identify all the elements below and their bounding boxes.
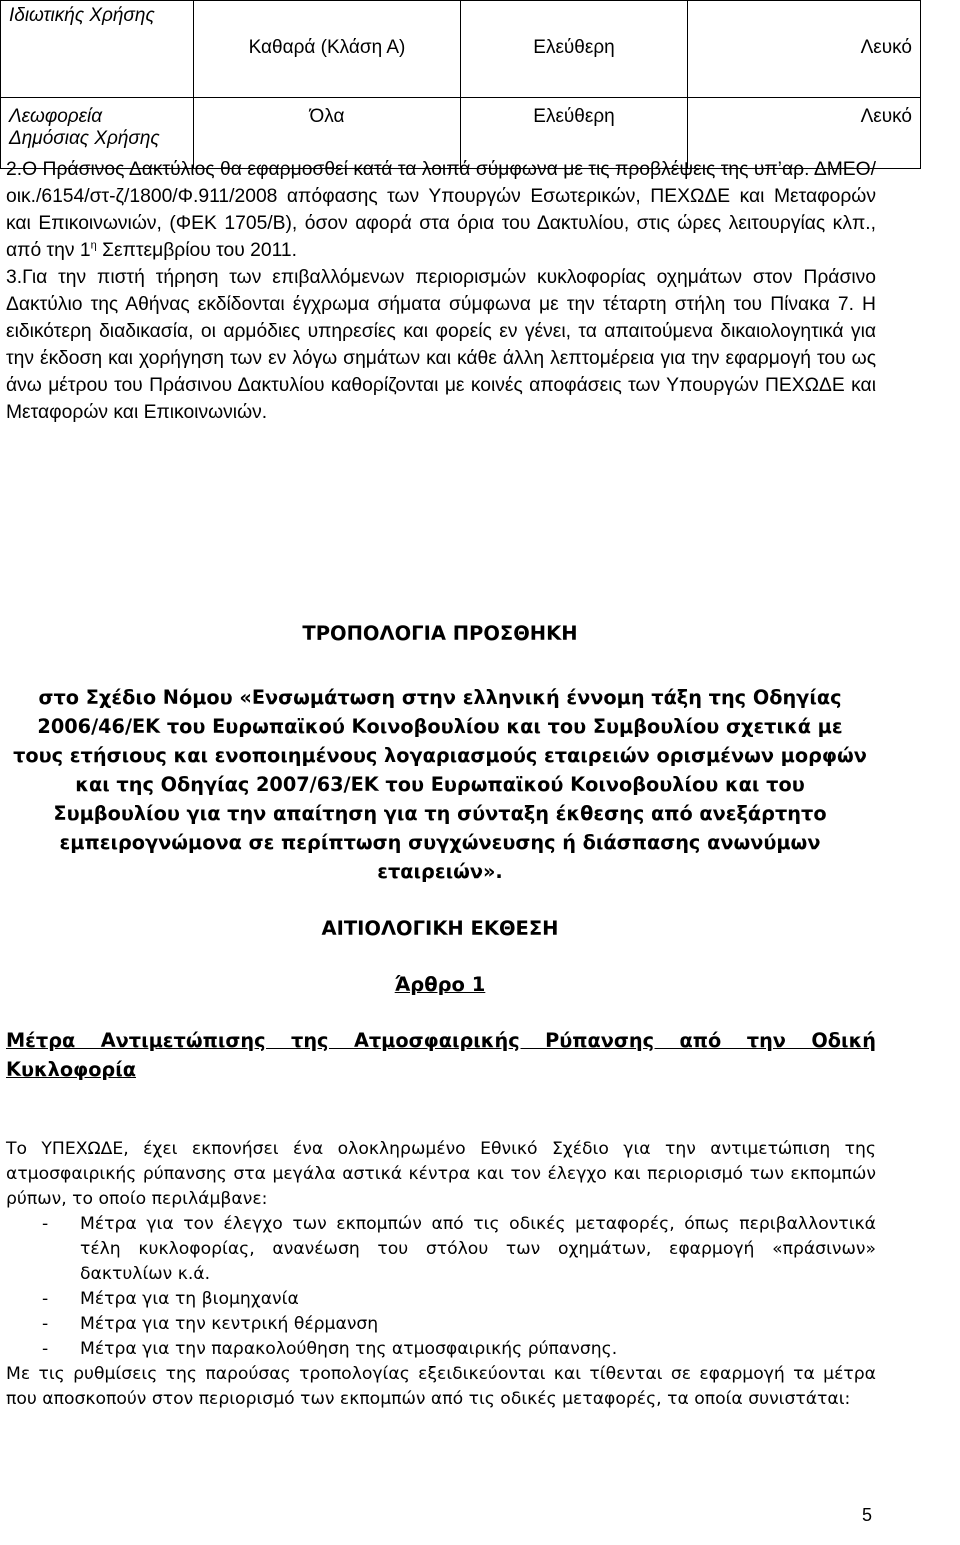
table-row — [1, 33, 921, 98]
table-row — [1, 1, 921, 34]
numbered-points — [6, 156, 876, 426]
table-cell-category: Ιδιωτικής Χρήσης — [1, 1, 194, 34]
page-number: 5 — [862, 1505, 873, 1525]
table-cell-zone: Ελεύθερη — [461, 98, 688, 169]
bill-subject: στο Σχέδιο Νόμου «Ενσωμάτωση στην ελληνική έννομη τάξη της Οδηγίας 2006/46/ΕΚ του Ευρωπαϊκού Κοινοβουλίου και του Συμβουλίου σχετικά με τους ετήσιους και ενοποιημένους λογαριασμούς εταιρειών ορισμένων μορφών και της Οδηγίας 2007/63/ΕΚ του Ευρωπαϊκού Κοινοβουλίου και του Συμβουλίου για την απαίτηση για τη σύνταξη έκθεσης από ανεξάρτητο εμπειρογνώμονα σε περίπτωση συγχώνευσης ή διάσπασης ανωνύμων εταιρειών». — [13, 686, 867, 883]
table-cell-zone: Ελεύθερη — [461, 33, 688, 98]
point-2: 2.Ο Πράσινος Δακτύλιος θα εφαρμοσθεί κατά τα λοιπά σύμφωνα με τις προβλέψεις της υπ’αρ. ΔΜΕΟ/οικ./6154/στ-ζ/1800/Φ.911/2008 απόφασης των Υπουργών Εσωτερικών, ΠΕΧΩΔΕ και Μεταφορών και Επικοινωνιών, (ΦΕΚ 1705/Β), όσον αφορά στα όρια του Δακτυλίου, στις ώρες λειτουργίας κλπ., από την $1^\eta$ Σεπτεμβρίου του 2011. — [6, 159, 876, 261]
measures-list — [6, 1212, 876, 1362]
list-item: - Μέτρα για τη βιομηχανία — [42, 1289, 299, 1309]
list-item: - Μέτρα για την παρακολούθηση της ατμοσφαιρικής ρύπανσης. — [42, 1339, 618, 1359]
table-cell-color: Λευκό — [688, 33, 921, 98]
table-cell-category — [1, 33, 194, 98]
table-cell-fuel: Καθαρά (Κλάση Α) — [194, 33, 461, 98]
table-cell-color: Λευκό — [688, 98, 921, 169]
table-cell-color — [688, 1, 921, 34]
superscript: η — [90, 239, 97, 252]
table-cell-fuel: Όλα — [194, 98, 461, 169]
intro-paragraph: Το ΥΠΕΧΩΔΕ, έχει εκπονήσει ένα ολοκληρωμένο Εθνικό Σχέδιο για την αντιμετώπιση της ατμοσφαιρικής ρύπανσης στα μεγάλα αστικά κέντρα και τον έλεγχο και περιορισμό των εκπομπών ρύπων, το οποίο περιλάμβανε: — [6, 1139, 876, 1209]
category-line: Δημόσιας Χρήσης — [9, 128, 160, 149]
closing-paragraph: Με τις ρυθμίσεις της παρούσας τροπολογίας εξειδικεύονται και τίθενται σε εφαρμογή τα μέτρα που αποσκοπούν στον περιορισμό των εκπομπών από τις οδικές μεταφορές, τα οποία συνιστάται: — [6, 1364, 876, 1409]
amendment-heading: ΤΡΟΠΟΛΟΓΙΑ ΠΡΟΣΘΗΚΗ — [302, 622, 578, 645]
list-item: - Μέτρα για την κεντρική θέρμανση — [42, 1314, 379, 1334]
table-cell-fuel — [194, 1, 461, 34]
explanatory-report-heading: ΑΙΤΙΟΛΟΓΙΚΗ ΕΚΘΕΣΗ — [321, 917, 559, 940]
article-heading: Άρθρο 1 — [394, 973, 486, 996]
list-item: - Μέτρα για τον έλεγχο των εκπομπών από τις οδικές μεταφορές, όπως περιβαλλοντικά τέλη κυκλοφορίας, ανανέωση του στόλου των οχημάτων, εφαρμογή «πράσινων» δακτυλίων κ.ά. — [42, 1214, 876, 1284]
article-body — [6, 1137, 876, 1412]
article-title: Μέτρα Αντιμετώπισης της Ατμοσφαιρικής Ρύπανσης από την Οδική Κυκλοφορία — [6, 1029, 876, 1081]
vehicle-category-table — [0, 0, 921, 169]
table-cell-zone — [461, 1, 688, 34]
category-line: Λεωφορεία — [9, 106, 103, 127]
point-3: 3.Για την πιστή τήρηση των επιβαλλόμενων περιορισμών κυκλοφορίας οχημάτων στον Πράσινο Δακτύλιο της Αθήνας εκδίδονται έγχρωμα σήματα σύμφωνα με την τέταρτη στήλη του Πίνακα 7. Η ειδικότερη διαδικασία, οι αρμόδιες υπηρεσίες και φορείς εν γένει, τα απαιτούμενα δικαιολογητικά για την έκδοση και χορήγηση των εν λόγω σημάτων και κάθε άλλη λεπτομέρεια για την εφαρμογή του ως άνω μέτρου του Πράσινου Δακτυλίου καθορίζονται με κοινές αποφάσεις των Υπουργών ΠΕΧΩΔΕ και Μεταφορών και Επικοινωνιών. — [6, 267, 876, 423]
